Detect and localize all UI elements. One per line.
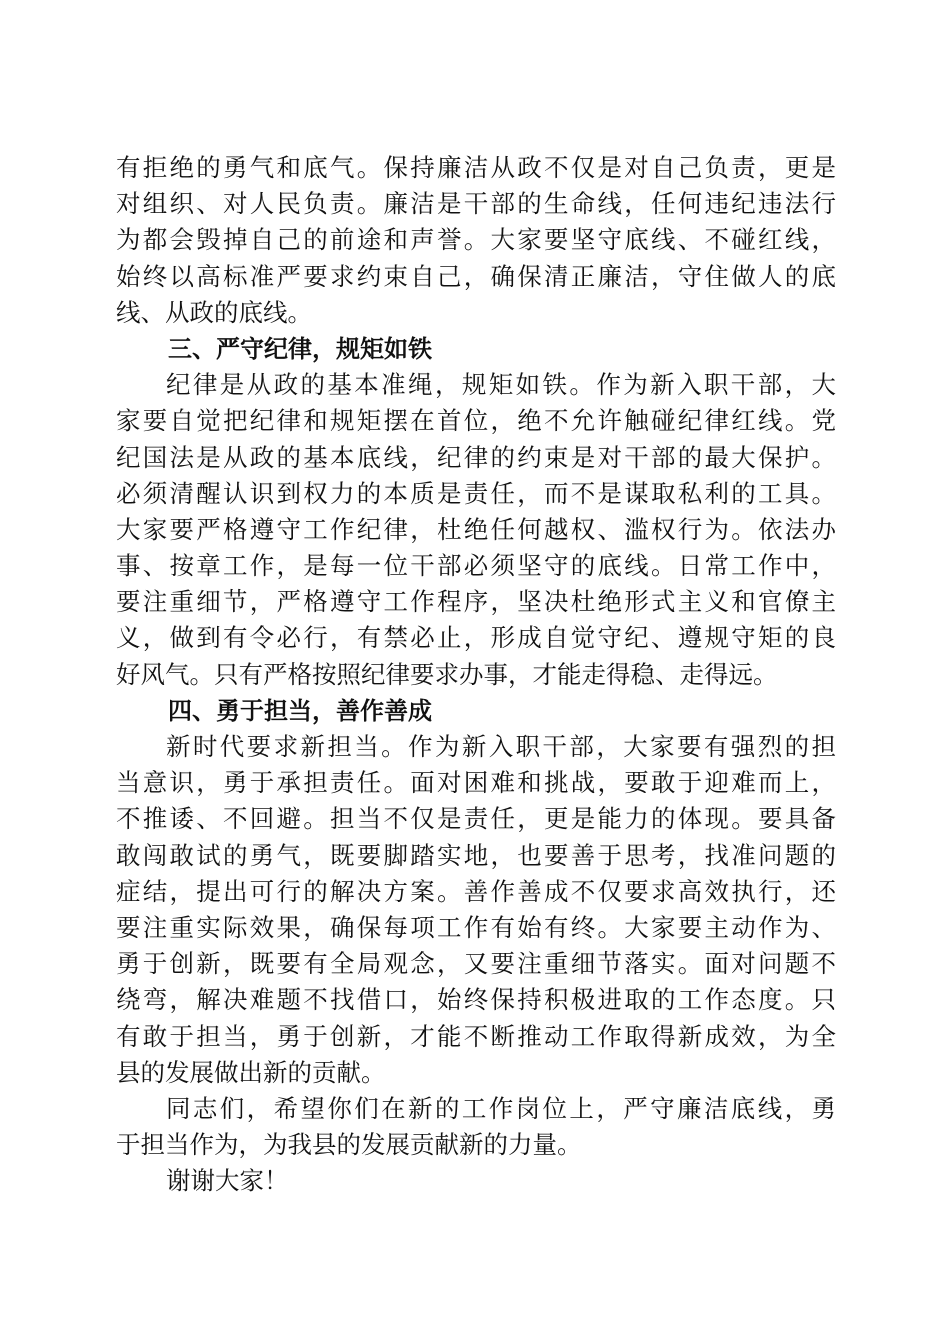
text-line: 症结，提出可行的解决方案。善作善成不仅要求高效执行，还 <box>116 876 836 906</box>
text-line: 始终以高标准严要求约束自己，确保清正廉洁，守住做人的底 <box>116 261 836 291</box>
text-line: 要注重细节，严格遵守工作程序，坚决杜绝形式主义和官僚主 <box>116 587 836 617</box>
text-line: 好风气。只有严格按照纪律要求办事，才能走得稳、走得远。 <box>116 659 778 689</box>
text-line: 敢闯敢试的勇气，既要脚踏实地，也要善于思考，找准问题的 <box>116 840 836 870</box>
paragraph-closing-remarks <box>116 1091 836 1163</box>
paragraph-responsibility <box>116 729 836 1091</box>
text-line: 有敢于担当，勇于创新，才能不断推动工作取得新成效，为全 <box>116 1021 836 1051</box>
text-line: 义，做到有令必行，有禁必止，形成自觉守纪、遵规守矩的良 <box>116 623 836 653</box>
text-line: 必须清醒认识到权力的本质是责任，而不是谋取私利的工具。 <box>116 478 836 508</box>
text-line: 绕弯，解决难题不找借口，始终保持积极进取的工作态度。只 <box>116 985 836 1015</box>
text-line: 于担当作为，为我县的发展贡献新的力量。 <box>116 1130 582 1160</box>
text-line: 同志们，希望你们在新的工作岗位上，严守廉洁底线，勇 <box>166 1093 836 1123</box>
text-line: 为都会毁掉自己的前途和声誉。大家要坚守底线、不碰红线， <box>116 225 836 255</box>
closing-thanks: 谢谢大家！ <box>166 1166 289 1196</box>
text-line: 要注重实际效果，确保每项工作有始有终。大家要主动作为、 <box>116 912 836 942</box>
paragraph-discipline <box>116 367 836 693</box>
text-line: 线、从政的底线。 <box>116 297 312 327</box>
text-line: 事、按章工作，是每一位干部必须坚守的底线。日常工作中， <box>116 551 836 581</box>
text-line: 纪律是从政的基本准绳，规矩如铁。作为新入职干部，大 <box>166 370 836 400</box>
text-line: 新时代要求新担当。作为新入职干部，大家要有强烈的担 <box>166 732 836 761</box>
text-line: 当意识，勇于承担责任。面对困难和挑战，要敢于迎难而上， <box>116 768 836 798</box>
paragraph-integrity <box>116 150 836 331</box>
text-line: 大家要严格遵守工作纪律，杜绝任何越权、滥权行为。依法办 <box>116 514 836 544</box>
text-line: 对组织、对人民负责。廉洁是干部的生命线，任何违纪违法行 <box>116 189 836 219</box>
section-heading-discipline: 三、严守纪律，规矩如铁 <box>168 334 432 363</box>
text-line: 不推诿、不回避。担当不仅是责任，更是能力的体现。要具备 <box>116 804 836 834</box>
document-page <box>116 150 836 1199</box>
text-line: 纪国法是从政的基本底线，纪律的约束是对干部的最大保护。 <box>116 442 836 472</box>
text-line: 勇于创新，既要有全局观念，又要注重细节落实。面对问题不 <box>116 949 836 979</box>
text-line: 家要自觉把纪律和规矩摆在首位，绝不允许触碰纪律红线。党 <box>116 406 836 436</box>
text-line: 县的发展做出新的贡献。 <box>116 1057 386 1087</box>
section-heading-responsibility: 四、勇于担当，善作善成 <box>168 696 432 725</box>
text-line: 有拒绝的勇气和底气。保持廉洁从政不仅是对自己负责，更是 <box>116 153 836 182</box>
